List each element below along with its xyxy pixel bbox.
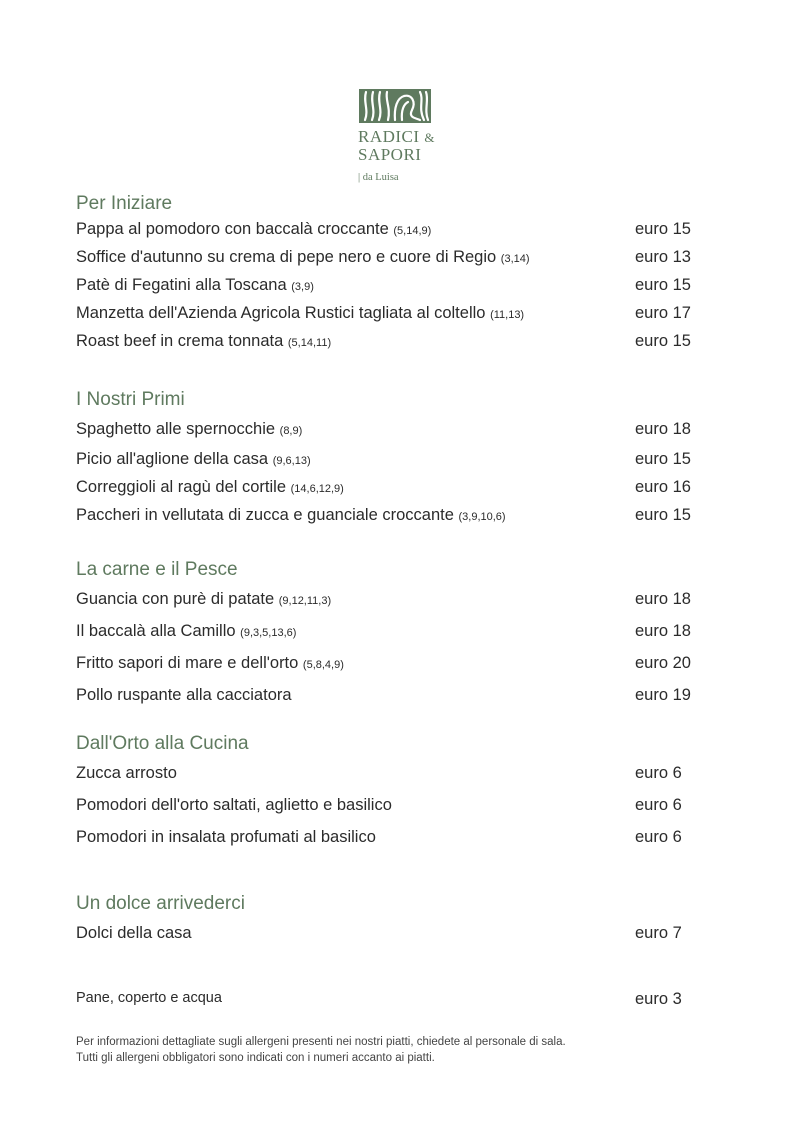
menu-item [76, 764, 716, 786]
item-name: Spaghetto alle spernocchie (8,9) [76, 420, 303, 438]
menu-item [76, 506, 716, 528]
item-name: Il baccalà alla Camillo (9,3,5,13,6) [76, 622, 297, 640]
item-price: euro 18 [635, 420, 691, 438]
item-name: Roast beef in crema tonnata (5,14,11) [76, 332, 332, 350]
item-name: Dolci della casa [76, 924, 192, 942]
menu-item [76, 478, 716, 500]
menu-item [76, 686, 716, 708]
item-price: euro 13 [635, 248, 691, 266]
item-allergens: (5,14,11) [287, 337, 332, 349]
restaurant-logo [358, 88, 438, 188]
menu-item [76, 828, 716, 850]
item-price: euro 6 [635, 796, 682, 814]
item-price: euro 15 [635, 276, 691, 294]
item-price: euro 6 [635, 828, 682, 846]
item-price: euro 6 [635, 764, 682, 782]
item-allergens: (9,12,11,3) [278, 595, 332, 607]
item-name: Pane, coperto e acqua [76, 990, 222, 1006]
item-price: euro 15 [635, 450, 691, 468]
menu-item [76, 420, 716, 442]
brand-subtitle: | da Luisa [358, 172, 399, 183]
item-price: euro 18 [635, 590, 691, 608]
item-price: euro 16 [635, 478, 691, 496]
item-allergens: (14,6,12,9) [290, 483, 344, 495]
item-allergens: (9,3,5,13,6) [240, 627, 297, 639]
item-allergens: (8,9) [279, 425, 303, 437]
allergen-footnote [76, 1034, 566, 1066]
menu-item [76, 304, 716, 326]
section-title-carne-pesce: La carne e il Pesce [76, 559, 238, 580]
item-name: Pappa al pomodoro con baccalà croccante (5,14,9) [76, 220, 432, 238]
item-name: Patè di Fegatini alla Toscana (3,9) [76, 276, 314, 294]
menu-item [76, 276, 716, 298]
item-name: Paccheri in vellutata di zucca e guanciale croccante (3,9,10,6) [76, 506, 506, 524]
item-name: Picio all'aglione della casa (9,6,13) [76, 450, 311, 468]
menu-item [76, 796, 716, 818]
item-name: Pomodori in insalata profumati al basilico [76, 828, 376, 846]
menu-item [76, 220, 716, 242]
item-price: euro 20 [635, 654, 691, 672]
item-price: euro 3 [635, 990, 682, 1008]
brand-name-line2: SAPORI [358, 145, 422, 164]
item-name: Manzetta dell'Azienda Agricola Rustici tagliata al coltello (11,13) [76, 304, 525, 322]
item-price: euro 15 [635, 220, 691, 238]
section-title-nostri-primi: I Nostri Primi [76, 389, 185, 410]
section-title-orto-cucina: Dall'Orto alla Cucina [76, 733, 249, 754]
item-name: Pollo ruspante alla cacciatora [76, 686, 292, 704]
brand-ampersand: & [424, 130, 435, 145]
item-price: euro 7 [635, 924, 682, 942]
item-price: euro 17 [635, 304, 691, 322]
item-allergens: (3,14) [500, 253, 530, 265]
item-name: Soffice d'autunno su crema di pepe nero e cuore di Regio (3,14) [76, 248, 530, 266]
section-title-dolce: Un dolce arrivederci [76, 893, 245, 914]
item-price: euro 15 [635, 332, 691, 350]
item-allergens: (5,14,9) [393, 225, 432, 237]
item-allergens: (3,9) [291, 281, 314, 293]
item-price: euro 19 [635, 686, 691, 704]
item-allergens: (11,13) [490, 309, 525, 321]
menu-item [76, 590, 716, 612]
section-title-per-iniziare: Per Iniziare [76, 193, 173, 214]
footnote-line: Tutti gli allergeni obbligatori sono indicati con i numeri accanto ai piatti. [76, 1052, 435, 1064]
brand-name-line1: RADICI [358, 127, 420, 146]
item-price: euro 18 [635, 622, 691, 640]
footnote-line: Per informazioni dettagliate sugli allergeni presenti nei nostri piatti, chiedete al personale di sala. [76, 1036, 566, 1048]
menu-item [76, 924, 716, 946]
menu-item [76, 622, 716, 644]
menu-item [76, 332, 716, 354]
item-name: Zucca arrosto [76, 764, 177, 782]
menu-item [76, 654, 716, 676]
item-price: euro 15 [635, 506, 691, 524]
item-allergens: (3,9,10,6) [458, 511, 506, 523]
menu-item-cover-charge [76, 990, 716, 1012]
item-name: Correggioli al ragù del cortile (14,6,12,9) [76, 478, 344, 496]
item-allergens: (9,6,13) [272, 455, 311, 467]
menu-item [76, 248, 716, 270]
item-name: Guancia con purè di patate (9,12,11,3) [76, 590, 332, 608]
item-name: Pomodori dell'orto saltati, aglietto e basilico [76, 796, 392, 814]
item-name: Fritto sapori di mare e dell'orto (5,8,4,9) [76, 654, 344, 672]
item-allergens: (5,8,4,9) [302, 659, 344, 671]
menu-item [76, 450, 716, 472]
